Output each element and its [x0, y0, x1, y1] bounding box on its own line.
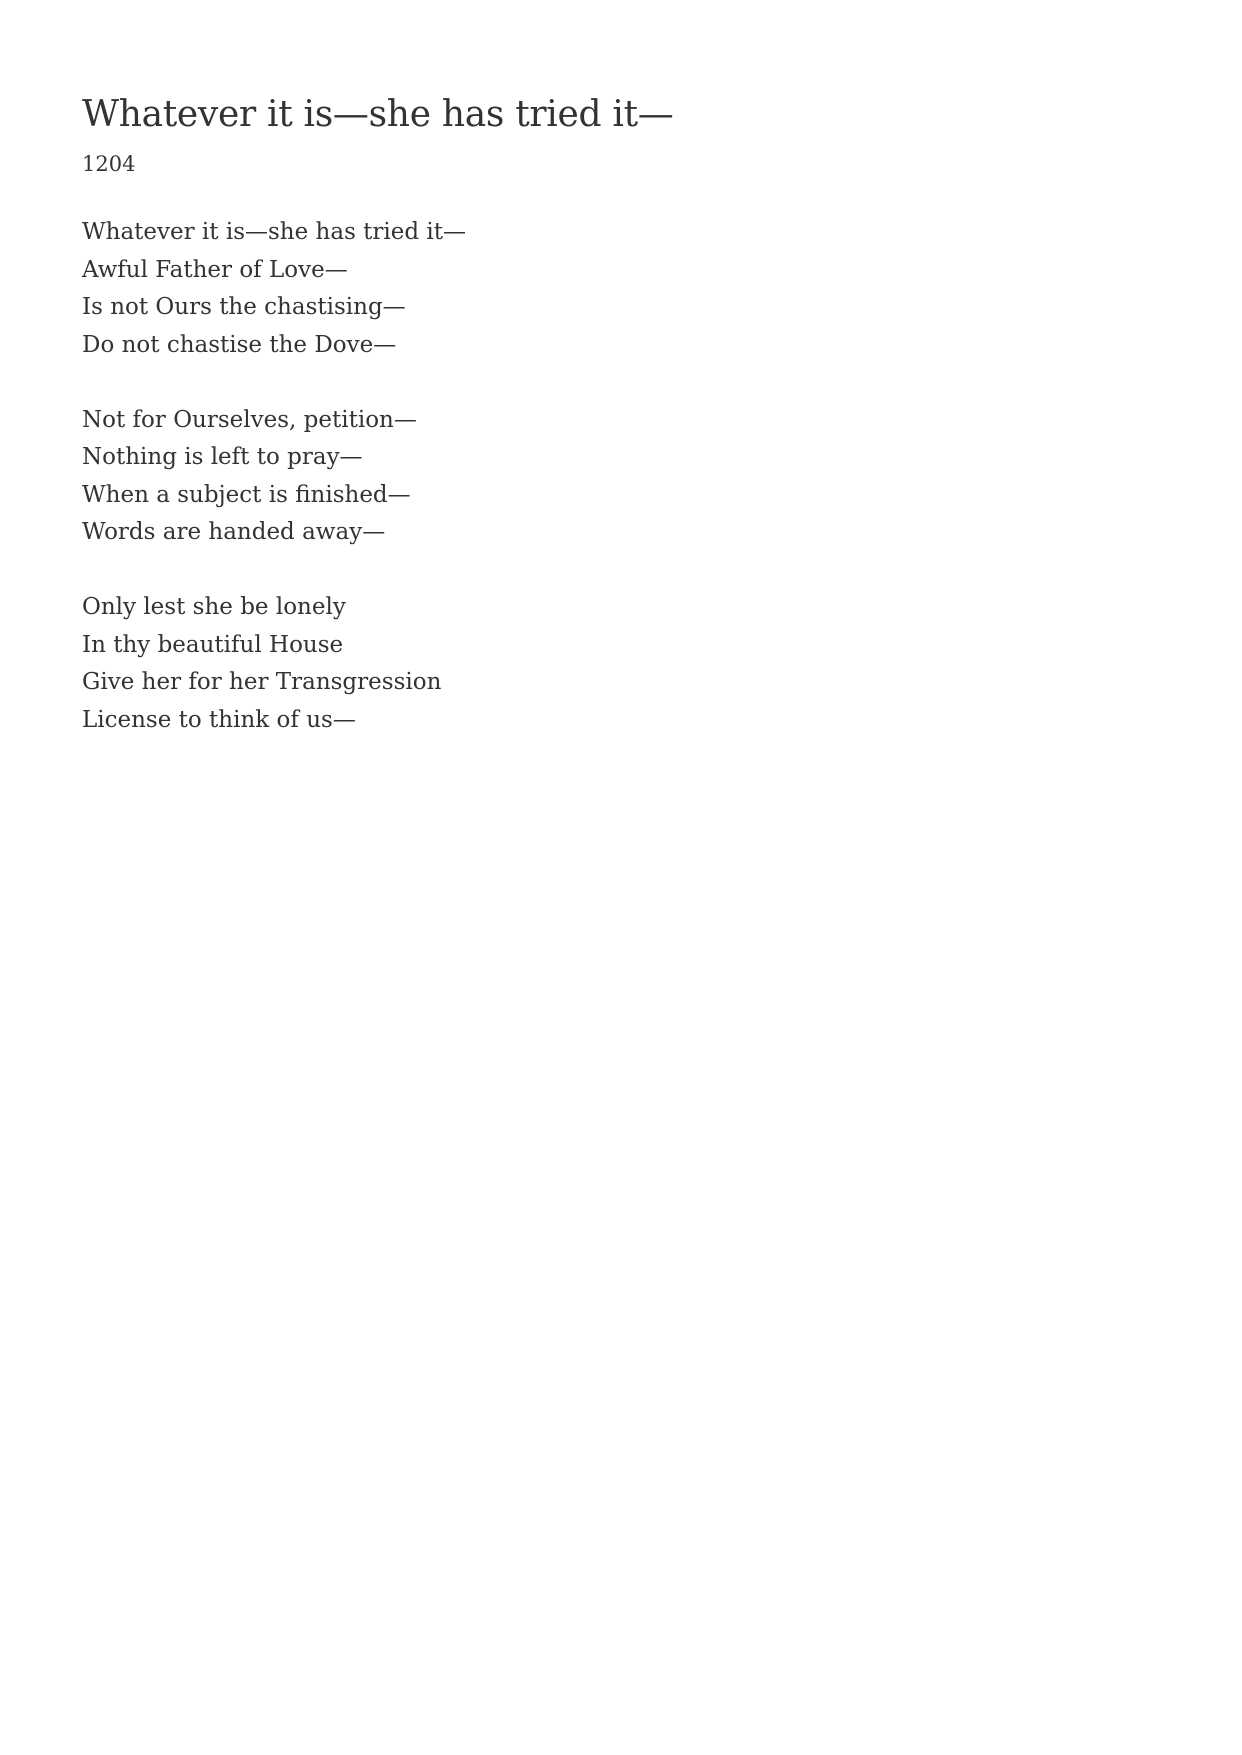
poem-title: Whatever it is—she has tried it— — [82, 94, 674, 135]
stanza-2 — [82, 402, 1162, 552]
poem-line: Do not chastise the Dove— — [82, 331, 397, 358]
poem-line: Give her for her Transgression — [82, 669, 442, 695]
poem-line: Whatever it is—she has tried it— — [82, 219, 467, 245]
poem-line: When a subject is finished— — [82, 481, 411, 508]
document-page — [82, 88, 1162, 777]
poem-line: License to think of us— — [82, 706, 356, 733]
poem-line: Is not Ours the chastising— — [82, 294, 406, 320]
poem-line: Not for Ourselves, petition— — [82, 406, 417, 433]
stanza-3 — [82, 589, 1162, 739]
poem-number: 1204 — [82, 152, 136, 176]
stanza-1 — [82, 214, 1162, 364]
poem-line: Only lest she be lonely — [82, 594, 346, 620]
poem-line: Awful Father of Love— — [82, 256, 348, 283]
poem-body — [82, 214, 1162, 739]
poem-line: In thy beautiful House — [82, 631, 344, 658]
poem-line: Words are handed away— — [82, 519, 386, 545]
poem-line: Nothing is left to pray— — [82, 444, 363, 470]
